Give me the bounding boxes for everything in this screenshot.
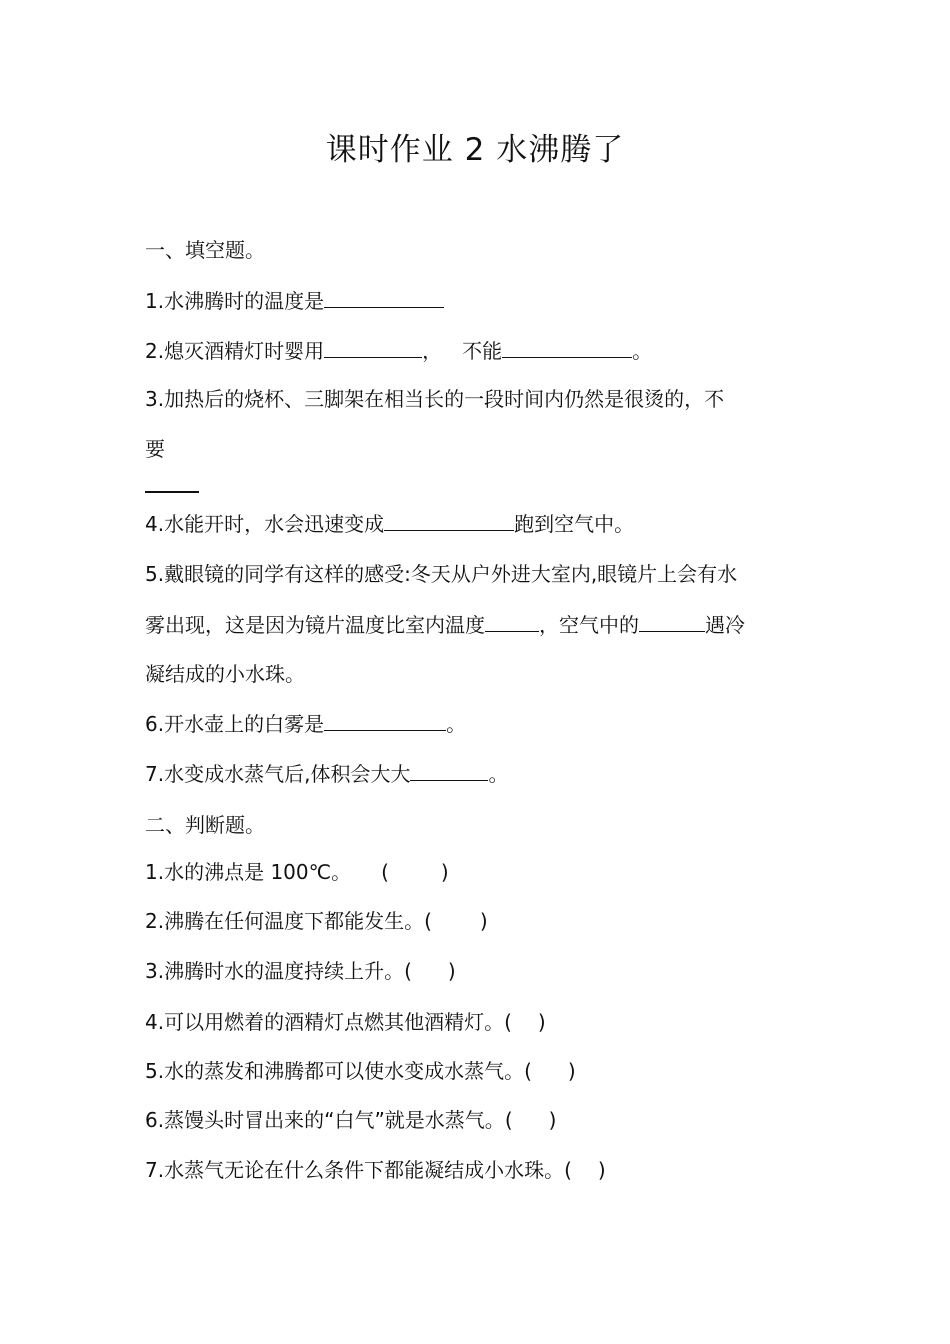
- question-text: 1.水沸腾时的温度是: [145, 289, 325, 313]
- answer-bracket[interactable]: ): [548, 1108, 557, 1132]
- judgment-item: [145, 1155, 606, 1185]
- judgment-text: 7.水蒸气无论在什么条件下都能凝结成小水珠。: [145, 1158, 565, 1182]
- answer-bracket[interactable]: (: [504, 1108, 513, 1132]
- question-4: [145, 508, 634, 538]
- question-text: 。: [632, 339, 653, 363]
- question-2: [145, 335, 652, 365]
- judgment-item: [145, 1056, 576, 1086]
- answer-blank[interactable]: [324, 285, 444, 308]
- answer-blank[interactable]: [324, 335, 422, 358]
- question-text: ，: [422, 339, 443, 363]
- answer-blank[interactable]: [485, 609, 539, 632]
- question-text: 跑到空气中。: [514, 512, 635, 536]
- judgment-text: 1.水的沸点是 100℃。: [145, 860, 352, 884]
- question-text: 。: [488, 762, 509, 786]
- question-text: 7.水变成水蒸气后,体积会大大: [145, 762, 411, 786]
- question-5-line-1: 5.戴眼镜的同学有这样的感受:冬天从户外进大室内,眼镜片上会有水: [145, 562, 738, 586]
- judgment-text: 2.沸腾在任何温度下都能发生。: [145, 909, 425, 933]
- question-text: 雾出现，这是因为镜片温度比室内温度: [145, 613, 485, 637]
- answer-blank[interactable]: [502, 335, 632, 358]
- judgment-item: [145, 1105, 556, 1135]
- question-text: ，空气中的: [539, 613, 639, 637]
- judgment-item: [145, 956, 456, 986]
- answer-bracket[interactable]: ): [597, 1158, 606, 1182]
- answer-blank[interactable]: [384, 508, 514, 531]
- question-1: [145, 285, 444, 315]
- answer-bracket[interactable]: ): [440, 860, 449, 884]
- question-text: 4.水能开时，水会迅速变成: [145, 512, 385, 536]
- answer-bracket[interactable]: (: [504, 1010, 512, 1034]
- answer-blank[interactable]: [639, 609, 705, 632]
- judgment-item: [145, 1007, 546, 1037]
- answer-blank[interactable]: [145, 491, 199, 493]
- question-3-line-2: 要: [145, 437, 165, 461]
- answer-bracket[interactable]: ): [479, 909, 488, 933]
- question-text: 2.熄灭酒精灯时婴用: [145, 339, 325, 363]
- answer-bracket[interactable]: ): [537, 1010, 546, 1034]
- answer-bracket[interactable]: ): [567, 1059, 576, 1083]
- answer-bracket[interactable]: (: [424, 909, 432, 933]
- judgment-text: 4.可以用燃着的酒精灯点燃其他酒精灯。: [145, 1010, 505, 1034]
- answer-blank[interactable]: [410, 758, 488, 781]
- question-5-line-3: 凝结成的小水珠。: [145, 662, 305, 686]
- question-text: 不能: [462, 339, 503, 363]
- answer-bracket[interactable]: (: [381, 860, 389, 884]
- answer-bracket[interactable]: (: [404, 959, 412, 983]
- question-3-line-1: 3.加热后的烧杯、三脚架在相当长的一段时间内仍然是很烫的，不: [145, 387, 725, 411]
- judgment-item: [145, 857, 449, 887]
- answer-bracket[interactable]: ): [447, 959, 456, 983]
- question-text: 6.开水壶上的白雾是: [145, 712, 325, 736]
- answer-bracket[interactable]: (: [564, 1158, 572, 1182]
- answer-bracket[interactable]: (: [524, 1059, 532, 1083]
- judgment-text: 5.水的蒸发和沸腾都可以使水变成水蒸气。: [145, 1059, 525, 1083]
- question-5-line-2: [145, 609, 745, 639]
- section-heading-true-false: 二、判断题。: [145, 813, 265, 837]
- question-text: 。: [446, 712, 467, 736]
- question-7: [145, 758, 508, 788]
- judgment-item: [145, 906, 488, 936]
- question-6: [145, 708, 466, 738]
- section-heading-fill-in: 一、填空题。: [145, 238, 265, 262]
- answer-blank[interactable]: [324, 708, 446, 731]
- judgment-text: 3.沸腾时水的温度持续上升。: [145, 959, 405, 983]
- question-text: 遇冷: [705, 613, 745, 637]
- judgment-text: 6.蒸馒头时冒出来的“白气”就是水蒸气。: [145, 1108, 505, 1132]
- page-title: 课时作业 2 水沸腾了: [325, 132, 625, 168]
